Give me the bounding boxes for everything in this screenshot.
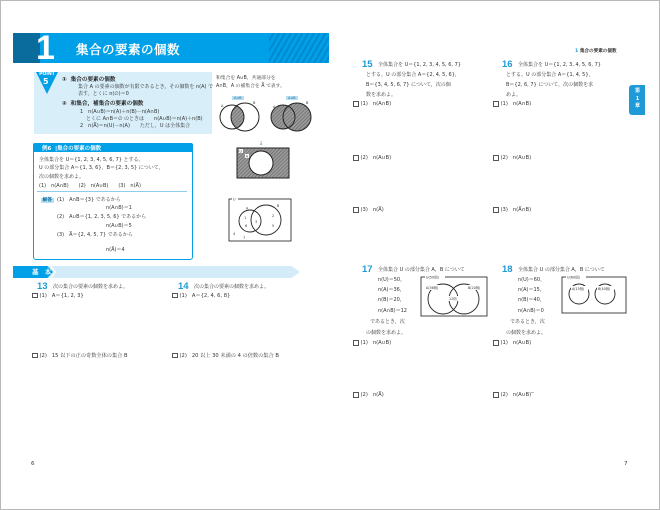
problem-18-sub-1[interactable] <box>493 340 531 346</box>
problem-17-line: n(U)＝50， <box>378 277 406 283</box>
problem-15-line: B＝{3, 4, 5, 6, 7} について，次の個 <box>366 82 451 88</box>
checkbox[interactable] <box>172 293 178 299</box>
problem-17-line: n(A∩B)＝12 <box>378 308 407 314</box>
sub-label: (1) <box>360 101 368 107</box>
sub-label: (2) <box>360 155 368 161</box>
svg-text:7: 7 <box>243 236 246 240</box>
svg-text:A(36個): A(36個) <box>426 286 439 290</box>
problem-15-line: とする。U の部分集合 A＝{2, 4, 5, 6}， <box>366 72 460 78</box>
answer-line: n(A̅)＝4 <box>106 247 125 253</box>
answer-line: n(A∩B)＝1 <box>106 205 132 211</box>
svg-text:U: U <box>233 197 236 202</box>
svg-text:A: A <box>221 104 224 108</box>
problem-16-sub-3[interactable] <box>493 207 531 213</box>
checkbox[interactable] <box>353 101 359 107</box>
svg-text:4: 4 <box>233 232 236 236</box>
svg-text:A: A <box>246 206 249 211</box>
svg-text:2: 2 <box>272 214 275 218</box>
problem-15-sub-1[interactable] <box>353 101 391 107</box>
checkbox[interactable] <box>353 155 359 161</box>
problem-17-number: 17 <box>362 264 373 275</box>
problem-17-line: n(A)＝36， <box>378 287 405 293</box>
intersection-venn <box>220 101 259 131</box>
problem-13-sub-1[interactable] <box>32 292 84 299</box>
example-venn-diagram <box>228 197 292 243</box>
sub-text: n(A̅∩B) <box>512 207 532 213</box>
problem-16-sub-1[interactable] <box>493 101 531 107</box>
sub-text: n(A∪B) <box>512 155 532 161</box>
sub-label: (2) <box>500 392 508 398</box>
sub-label: (3) <box>360 207 368 213</box>
problem-13-sub-2[interactable] <box>32 352 128 359</box>
problem-15-sub-3[interactable] <box>353 207 384 213</box>
sub-label: (2) <box>179 352 187 359</box>
sub-text: 15 以下の正の奇数全体の集合 B <box>51 353 128 359</box>
problem-16-line: とする。U の部分集合 A＝{1, 4, 5}， <box>506 72 594 78</box>
answer-line: (1) A∩B＝{3} であるから <box>57 197 121 203</box>
sub-text: A＝{1, 2, 3} <box>51 293 84 299</box>
problem-16-line: 全体集合を U＝{1, 2, 3, 4, 5, 6, 7} <box>518 62 601 68</box>
sub-text: n(A∪B)‾ <box>512 392 534 398</box>
problem-16-line: B＝{2, 6, 7} について，次の個数を求 <box>506 82 594 88</box>
problem-16-number: 16 <box>502 59 513 70</box>
point-item-2-line: とくに A∩B＝∅ のときは n(A∪B)＝n(A)＋n(B) <box>86 116 203 122</box>
problem-18-sub-2[interactable] <box>493 392 534 398</box>
example-problem-line: (1) n(A∩B) (2) n(A∪B) (3) n(A̅) <box>39 183 141 189</box>
answer-label: 解答 <box>42 198 53 203</box>
problem-18-line: であるとき，次 <box>510 319 545 325</box>
sub-label: (2) <box>39 352 47 359</box>
problem-14-sub-1[interactable] <box>172 292 230 299</box>
sub-text: n(A∩B) <box>372 101 392 107</box>
checkbox[interactable] <box>493 155 499 161</box>
checkbox[interactable] <box>353 340 359 346</box>
complement-venn <box>237 148 289 178</box>
page-number-left: 6 <box>31 461 35 467</box>
checkbox[interactable] <box>493 101 499 107</box>
svg-text:A: A <box>273 105 276 109</box>
svg-text:1: 1 <box>244 216 247 220</box>
problem-13-prompt: 次の集合の要素の個数を求めよ。 <box>53 284 129 290</box>
problem-15-line: 全体集合を U＝{1, 2, 3, 4, 5, 6, 7} <box>378 62 461 68</box>
side-note <box>216 75 285 91</box>
point-item-1-line: 表す。とくに n(∅)＝0 <box>78 91 129 97</box>
problem-18-line: 全体集合 U の部分集合 A，B について <box>518 267 605 273</box>
checkbox[interactable] <box>32 353 38 359</box>
checkbox[interactable] <box>493 340 499 346</box>
problem-14-number: 14 <box>178 281 189 292</box>
problem-15-sub-2[interactable] <box>353 155 391 161</box>
problem-17-line: であるとき，次 <box>370 319 405 325</box>
svg-text:B: B <box>306 101 309 105</box>
checkbox[interactable] <box>493 207 499 213</box>
side-note-line: 和集合を A∪B，共通部分を <box>216 76 276 81</box>
sub-label: (2) <box>500 155 508 161</box>
problem-17-line: 全体集合 U の部分集合 A，B について <box>378 267 465 273</box>
title-band-stripes <box>269 33 329 63</box>
union-venn <box>271 101 311 131</box>
point-item-2-heading: ② 和集合，補集合の要素の個数 <box>62 101 144 107</box>
problem-16-line: めよ。 <box>506 92 522 98</box>
sub-text: n(A̅) <box>372 207 384 213</box>
problem-14-sub-2[interactable] <box>172 352 279 359</box>
problem-17-sub-1[interactable] <box>353 340 391 346</box>
svg-text:12個: 12個 <box>449 297 457 301</box>
point-item-1-line: 集合 A の要素の個数が有限であるとき，その個数を n(A) で <box>78 84 214 90</box>
union-tag: A∪B <box>288 96 296 100</box>
problem-18-number: 18 <box>502 264 513 275</box>
example-separator <box>37 191 187 192</box>
svg-text:A(15個): A(15個) <box>572 287 585 291</box>
sub-label: (1) <box>500 101 508 107</box>
basic-section-label: 基 本 <box>32 268 54 276</box>
problem-17-line: n(B)＝20， <box>378 297 405 303</box>
complement-tag: A̅ <box>260 142 263 146</box>
sub-label: (1) <box>179 292 187 299</box>
sub-text: n(A̅) <box>372 392 384 398</box>
svg-text:A: A <box>245 154 248 159</box>
checkbox[interactable] <box>172 353 178 359</box>
point-item-2-line: 1 n(A∪B)＝n(A)＋n(B)－n(A∩B) <box>80 109 160 115</box>
sub-text: A＝{2, 4, 6, 8} <box>191 293 231 299</box>
example-title: 例6 |集合の要素の個数 <box>42 146 102 152</box>
problem-18-line: n(A)＝15， <box>518 287 545 293</box>
set-operations-diagrams <box>215 100 325 180</box>
example-problem-line: 次の個数を求めよ。 <box>39 174 85 180</box>
sub-label: (1) <box>500 340 508 346</box>
sub-text: 20 以上 30 未満の 4 の倍数の集合 B <box>191 353 279 359</box>
problem-16-sub-2[interactable] <box>493 155 531 161</box>
section-number: 1 <box>36 29 55 67</box>
example-problem-line: U の部分集合 A＝{1, 3, 6}，B＝{2, 3, 5} について， <box>39 165 164 171</box>
running-head: 1 集合の要素の個数 <box>575 49 617 54</box>
intersection-tag: A∩B <box>234 96 242 100</box>
checkbox[interactable] <box>353 207 359 213</box>
checkbox[interactable] <box>353 392 359 398</box>
sub-label: (3) <box>500 207 508 213</box>
problem-18-line: n(U)＝60， <box>518 277 546 283</box>
problem-17-sub-2[interactable] <box>353 392 384 398</box>
svg-text:U(60個): U(60個) <box>567 275 580 280</box>
problem-18-line: n(A∩B)＝0 <box>518 308 544 314</box>
problem-15-number: 15 <box>362 59 373 70</box>
svg-text:3: 3 <box>255 220 258 224</box>
sub-text: n(A∪B) <box>372 340 392 346</box>
sub-text: n(A∪B) <box>372 155 392 161</box>
svg-text:U: U <box>239 149 242 154</box>
answer-line: (2) A∪B＝{1, 2, 3, 5, 6} であるから <box>57 214 147 220</box>
svg-text:B(40個): B(40個) <box>598 287 611 291</box>
problem-13-number: 13 <box>37 281 48 292</box>
answer-line: (3) A̅＝{2, 4, 5, 7} であるから <box>57 232 133 238</box>
problem-17-venn-diagram <box>420 274 488 318</box>
problem-14-prompt: 次の集合の要素の個数を求めよ。 <box>194 284 270 290</box>
sub-text: n(A∪B) <box>512 340 532 346</box>
point-item-2-line: 2 n(A̅)＝n(U)－n(A) ただし，U は全体集合 <box>80 123 191 129</box>
sub-label: (2) <box>360 392 368 398</box>
example-problem-line: 全体集合を U＝{1, 2, 3, 4, 5, 6, 7} とする。 <box>39 157 144 163</box>
sub-label: (1) <box>39 292 47 299</box>
svg-text:6: 6 <box>245 224 248 228</box>
problem-18-venn-diagram <box>561 274 627 314</box>
svg-text:U(50個): U(50個) <box>426 275 439 280</box>
svg-text:B(20個): B(20個) <box>468 286 481 290</box>
checkbox[interactable] <box>32 293 38 299</box>
point-item-1-heading: ① 集合の要素の個数 <box>62 77 116 83</box>
sub-label: (1) <box>360 340 368 346</box>
problem-18-line: n(B)＝40， <box>518 297 545 303</box>
problem-15-line: 数を求めよ。 <box>366 92 397 98</box>
point-label: POINT <box>39 72 55 77</box>
sub-text: n(A∩B) <box>512 101 532 107</box>
svg-text:5: 5 <box>272 224 275 228</box>
point-number: 5 <box>43 77 49 86</box>
side-note-line: A∩B，A の補集合を A̅ で表す。 <box>216 84 285 89</box>
problem-18-line: の個数を求めよ。 <box>506 330 547 336</box>
page-number-right: 7 <box>624 461 628 467</box>
chapter-tab-label: 第 1 章 <box>634 88 640 109</box>
answer-line: n(A∪B)＝5 <box>106 223 132 229</box>
svg-text:B: B <box>277 204 280 208</box>
section-title: 集合の要素の個数 <box>76 42 181 57</box>
basic-section-bar <box>13 266 300 278</box>
svg-text:B: B <box>253 101 256 105</box>
checkbox[interactable] <box>493 392 499 398</box>
problem-17-line: の個数を求めよ。 <box>366 330 407 336</box>
